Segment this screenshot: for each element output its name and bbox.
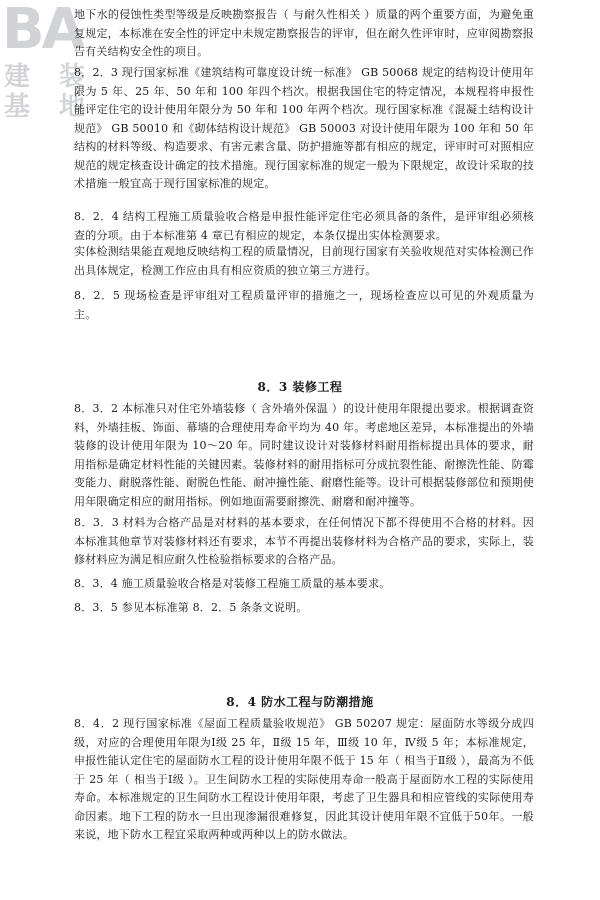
- paragraph-8-3-2: 8．3．2 本标准只对住宅外墙装修（ 含外墙外保温 ）的设计使用年限提出要求。根据调查资料，外墙挂板、饰面、幕墙的合理使用寿命平均为 40 年。考虑地区差异，本标准提出的外墙装修的设计使用年限为 10～20 年。同时建议设计对装修材料耐用指标提出具体的要求，耐用指标是确定材料性能的关键因素。装修材料的耐用指标可分成抗裂性能、耐擦洗性能、防霉变能力、耐脱落性能、耐脱色性能、耐冲撞性能、耐磨性能等。设计可根据装修部位和预期使用年限确定相应的耐用指标。例如地面需要耐擦洗、耐磨和耐冲撞等。: [74, 402, 534, 508]
- paragraph-8-3-5: 8．3．5 参见本标准第 8．2．5 条条文说明。: [74, 601, 308, 614]
- paragraph-groundwater: 地下水的侵蚀性类型等级是反映勘察报告（ 与耐久性相关 ）质量的两个重要方面，为避免重复规定，本标准在安全性的评定中未规定勘察报告的评审，但在耐久性评审时，应审阅勘察报告有关结构安全性的项目。: [74, 8, 534, 58]
- watermark-text: 建 装 基 地: [4, 62, 96, 122]
- paragraph-8-3-3: 8．3．3 材料为合格产品是对材料的基本要求，在任何情况下都不得使用不合格的材料。因本标准其他章节对装修材料还有要求，本节不再提出装修材料为合格产品的要求，实际上，装修材料应为满足相应耐久性检验指标要求的合格产品。: [74, 516, 534, 566]
- paragraph-8-2-3: 8．2．3 现行国家标准《建筑结构可靠度设计统一标准》 GB 50068 规定的结构设计使用年限为 5 年、25 年、50 年和 100 年四个档次。根据我国住宅的特定情况，本规程将申报性能评定住宅的设计使用年限分为 50 年和 100 年两个档次。现行国家标准《混凝土结构设计规范》 GB 50010 和《砌体结构设计规范》 GB 50003 对设计使用年限为 100 年和 50 年结构的材料等级、构造要求、有害元素含量、防护措施等都有相应的规定，评审时可对照相应规范的规定核查设计确定的技术措施。现行国家标准的规定一般为下限规定，故设计采取的技术措施一般宜高于现行国家标准的规定。: [74, 66, 534, 190]
- heading-8-4-waterproofing: 8．4 防水工程与防潮措施: [226, 695, 374, 709]
- paragraph-8-2-5: 8．2．5 现场检查是评审组对工程质量评审的措施之一，现场检查应以可见的外观质量为主。: [74, 289, 534, 321]
- paragraph-8-2-4-detection: 实体检测结果能直观地反映结构工程的质量情况，目前现行国家有关验收规范对实体检测已作出具体规定，检测工作应由具有相应资质的独立第三方进行。: [74, 245, 534, 277]
- heading-8-3-decoration: 8．3 装修工程: [257, 380, 343, 394]
- watermark-letters: BA: [2, 0, 83, 62]
- paragraph-8-4-2: 8．4．2 现行国家标准《屋面工程质量验收规范》 GB 50207 规定：屋面防水等级分成四级，对应的合理使用年限为Ⅰ级 25 年，Ⅱ级 15 年，Ⅲ级 10 年，Ⅳ级 5 年；本标准规定，申报性能认定住宅的屋面防水工程的设计使用年限不低于 15 年（ 相当于Ⅱ级 ），最高为不低于 25 年（ 相当于Ⅰ级 ）。卫生间防水工程的实际使用寿命一般高于屋面防水工程的实际使用寿命。本标准规定的卫生间防水工程设计使用年限，考虑了卫生器具和相应管线的实际使用寿命因素。地下工程的防水一旦出现渗漏很难修复，因此其设计使用年限不宜低于50年。一般来说，地下防水工程宜采取两种或两种以上的防水做法。: [74, 717, 534, 841]
- paragraph-8-3-4: 8．3．4 施工质量验收合格是对装修工程施工质量的基本要求。: [74, 577, 391, 590]
- paragraph-8-2-4: 8．2．4 结构工程施工质量验收合格是申报性能评定住宅必须具备的条件，是评审组必须核查的分项。由于本标准第 4 章已有相应的规定，本条仅提出实体检测要求。: [74, 210, 534, 242]
